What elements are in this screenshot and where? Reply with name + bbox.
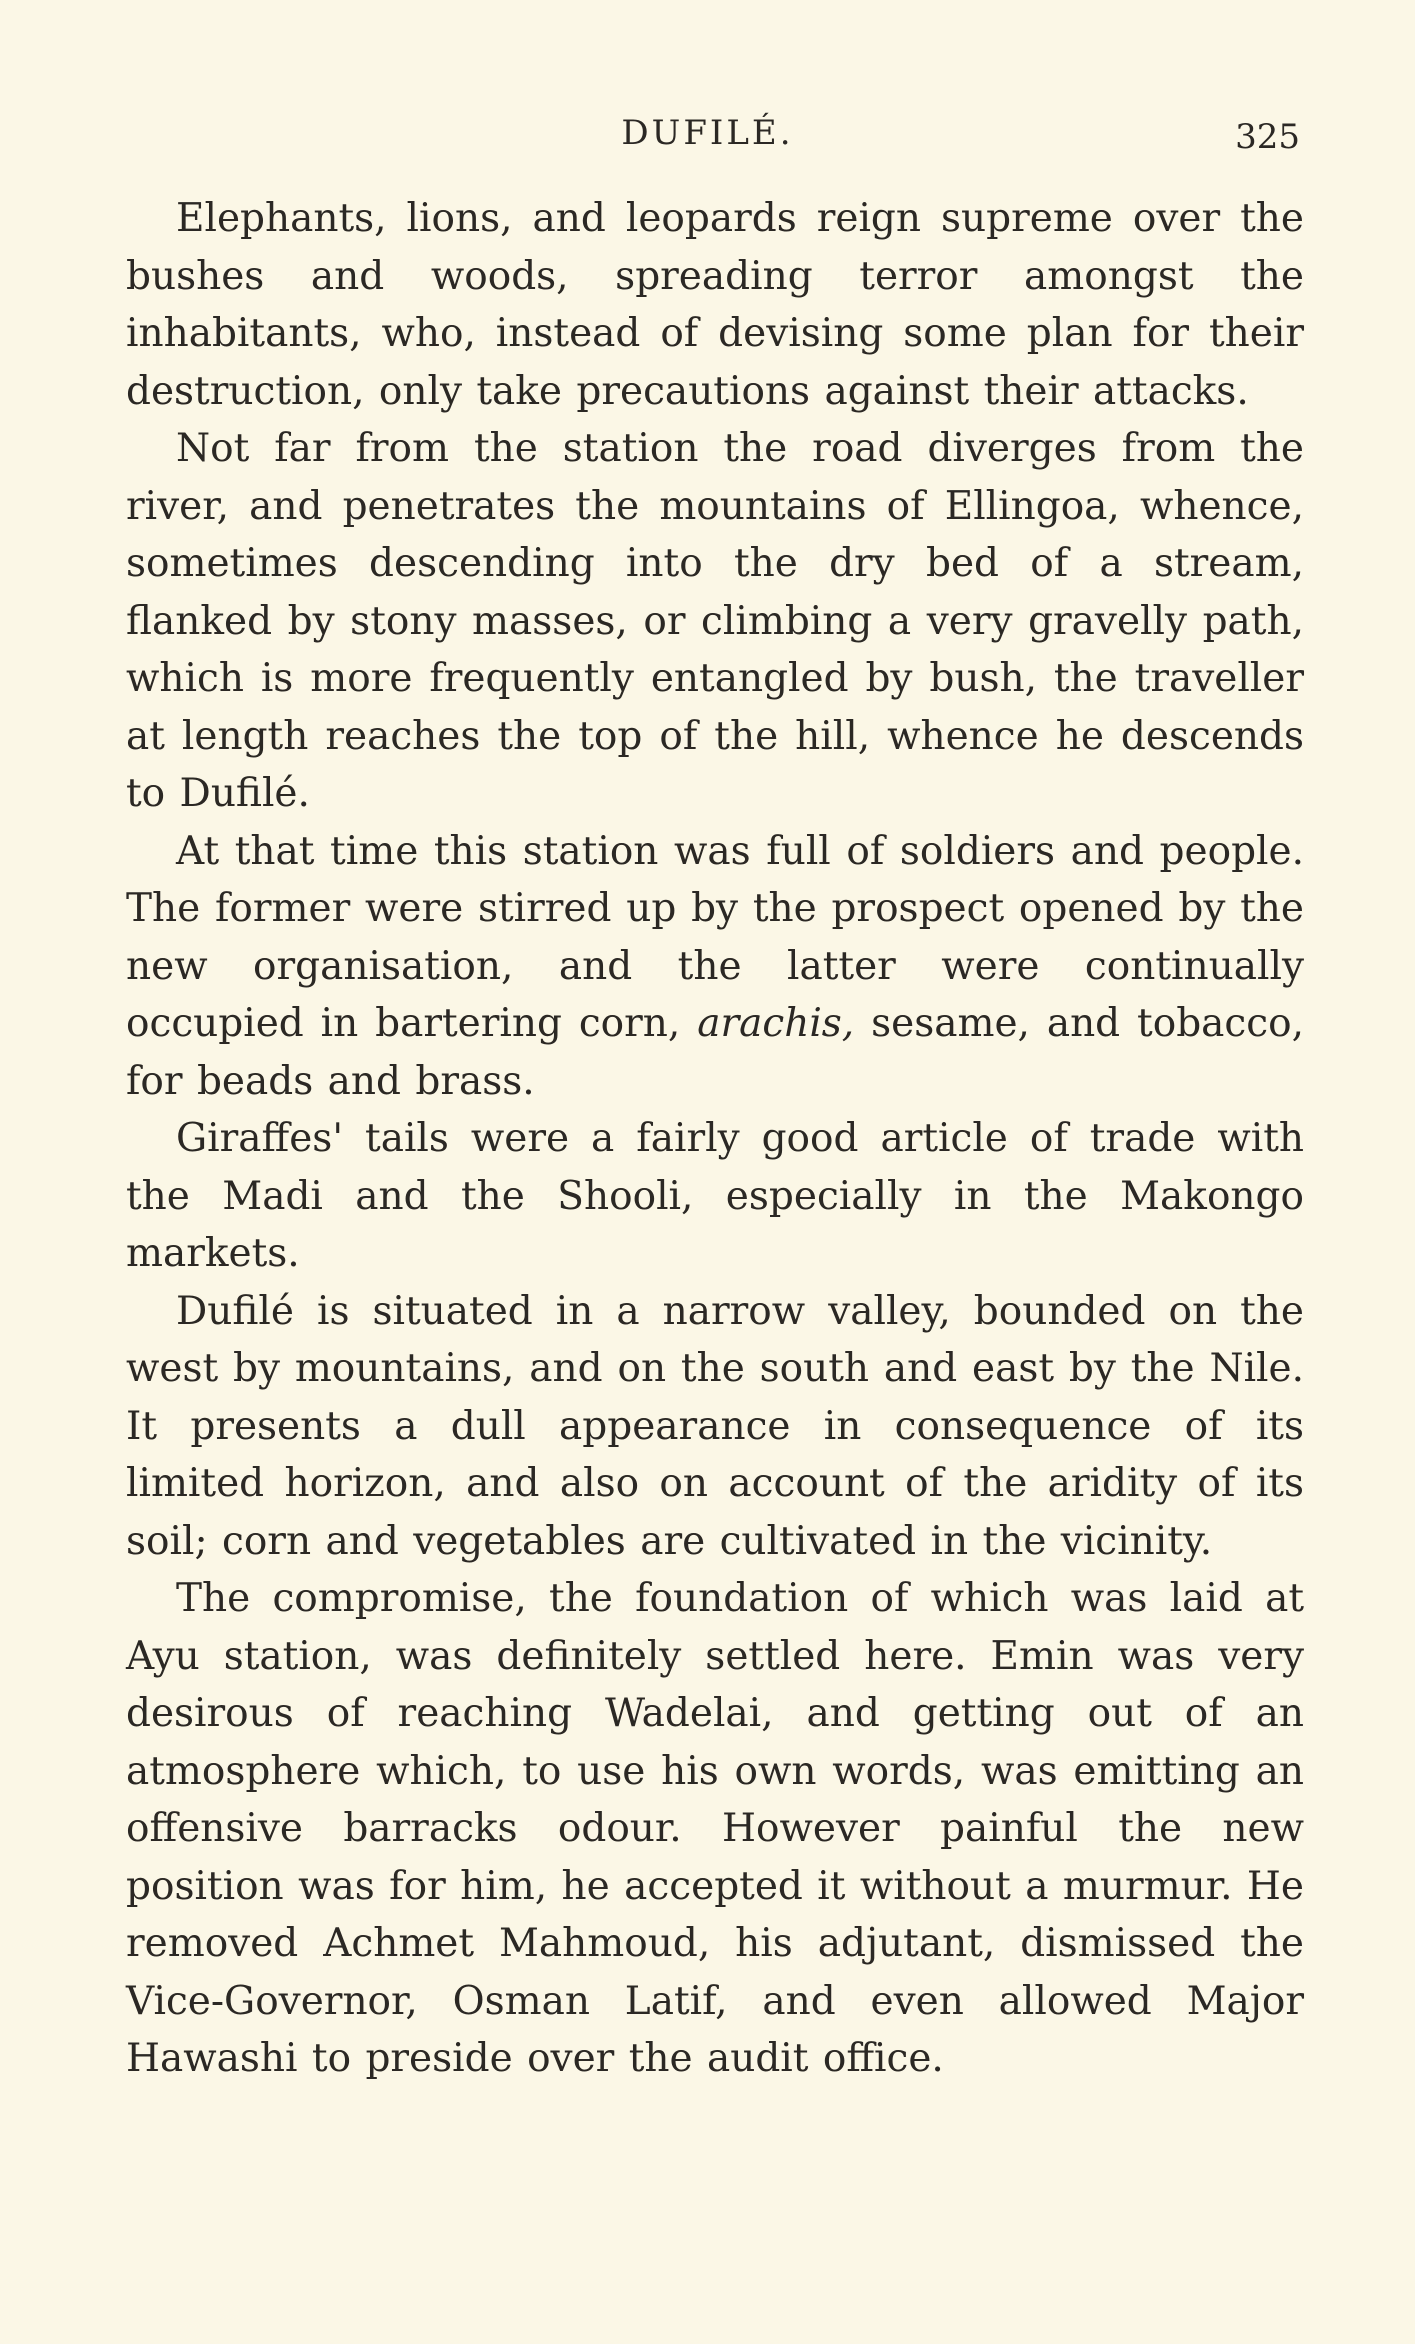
paragraph-road-to-dufile: Not far from the station the road diverges from the river, and penetrates the mountains of Ellingoa, whence, sometimes descending into the dry bed of a stream, flanked by stony masses, or climbing a very gravelly path, which is more frequently entangled by bush, the traveller at length reaches the top of the hill, whence he descends to Dufilé. [126, 426, 1304, 816]
paragraph-compromise: The compromise, the foundation of which was laid at Ayu station, was definitely settled here. Emin was very desirous of reaching Wadelai, and getting out of an atmosphere which, to use his own words, was emitting an offensive barracks odour. However painful the new position was for him, he accepted it without a murmur. He removed Achmet Mahmoud, his adjutant, dismissed the Vice-Governor, Osman Latif, and even allowed Major Hawashi to preside over the audit office. [126, 1576, 1304, 2081]
italic-term: arachis, [697, 1001, 855, 1046]
paragraph-text-before: At that time this station was full of soldiers and people. The former were stirred up by the prospect opened by the new organisation, and the latter were continually occupied in bartering corn, [126, 828, 1304, 1046]
paragraph-text-after: sesame, and tobacco, for beads and brass. [126, 1001, 1304, 1104]
paragraph-dufile-description: Dufilé is situated in a narrow valley, bounded on the west by mountains, and on the south and east by the Nile. It presents a dull appearance in consequence of its limited horizon, and also on account of the aridity of its soil; corn and vegetables are cultivated in the vicinity. [126, 1288, 1304, 1564]
page-number: 325 [1235, 117, 1300, 157]
running-head [0, 108, 1415, 158]
running-title: DUFILÉ. [621, 113, 794, 153]
paragraph-giraffe-tails: Giraffes' tails were a fairly good article of trade with the Madi and the Shooli, especially in the Makongo markets. [126, 1116, 1304, 1276]
paragraph-wildlife: Elephants, lions, and leopards reign supreme over the bushes and woods, spreading terror amongst the inhabitants, who, instead of devising some plan for their destruction, only take precautions against their attacks. [126, 196, 1304, 414]
paragraph-station-trade [126, 823, 1304, 1111]
body-text [126, 190, 1304, 2088]
